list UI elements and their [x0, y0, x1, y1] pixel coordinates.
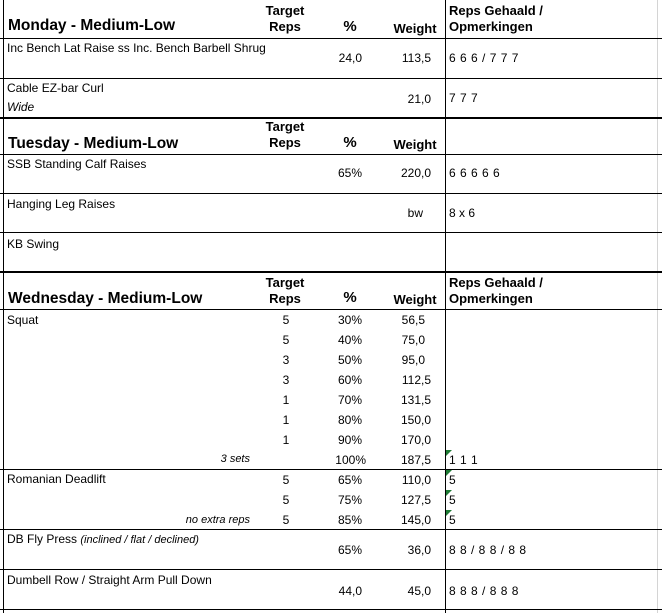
weight-header: Weight	[393, 137, 437, 152]
percent-value: 50%	[337, 353, 362, 367]
percent-value: 30%	[337, 313, 362, 327]
percent-value: 65%	[337, 166, 362, 180]
row-border	[0, 38, 662, 39]
column-border-left	[3, 0, 4, 613]
target-reps-value: 5	[282, 473, 290, 487]
reps-done-value: 7 7 7	[449, 91, 479, 105]
target-reps-value: 1	[282, 433, 290, 447]
monday-title: Monday - Medium-Low	[8, 17, 176, 34]
target-reps-header: Target Reps	[265, 275, 305, 306]
exercise-note: Wide	[7, 100, 35, 114]
exercise-note: (inclined / flat / declined)	[80, 534, 199, 546]
percent-value: 65%	[337, 473, 362, 487]
reps-done-value: 5	[449, 473, 456, 487]
percent-value: 80%	[337, 413, 362, 427]
target-reps-value: 5	[282, 513, 290, 527]
row-border	[0, 232, 662, 233]
percent-value: 65%	[337, 543, 362, 557]
exercise-name: Romanian Deadlift	[7, 472, 106, 486]
weight-value: 131,5	[400, 393, 431, 407]
percent-value: 90%	[337, 433, 362, 447]
percent-value: 100%	[335, 453, 366, 467]
tuesday-title: Tuesday - Medium-Low	[8, 135, 179, 152]
row-border	[0, 78, 662, 79]
weight-value: 110,0	[401, 473, 431, 487]
percent-value: 70%	[337, 393, 362, 407]
reps-done-value: 6 6 6 / 7 7 7	[449, 51, 519, 65]
column-border-right	[657, 0, 658, 613]
percent-value: 40%	[337, 333, 362, 347]
reps-done-value: 6 6 6 6 6	[449, 166, 501, 180]
target-reps-value: 3	[282, 373, 290, 387]
comment-indicator	[446, 470, 452, 476]
section-border	[0, 117, 662, 119]
weight-value: 170,0	[400, 433, 431, 447]
weight-header: Weight	[393, 292, 437, 307]
row-border	[0, 309, 662, 310]
weight-value: 112,5	[401, 373, 431, 387]
percent-value: 44,0	[338, 584, 362, 598]
percent-value: 75%	[337, 493, 362, 507]
target-reps-value: 1	[282, 393, 290, 407]
reps-done-value: 1 1 1	[449, 453, 479, 467]
target-reps-header: Target Reps	[265, 3, 305, 34]
exercise-name	[7, 532, 199, 546]
weight-value: 220,0	[400, 166, 431, 180]
weight-value: 127,5	[400, 493, 431, 507]
weight-value: 187,5	[400, 453, 431, 467]
reps-done-header: Reps Gehaald / Opmerkingen	[449, 275, 543, 306]
row-border	[0, 529, 662, 530]
exercise-name: Squat	[7, 313, 39, 327]
weight-value: 36,0	[407, 543, 431, 557]
reps-done-value: 8 8 8 / 8 8 8	[449, 584, 519, 598]
target-reps-value: 5	[282, 333, 290, 347]
weight-value: 113,5	[401, 51, 431, 65]
percent-header: %	[343, 289, 357, 306]
row-border	[0, 193, 662, 194]
row-border	[0, 154, 662, 155]
weight-value: 21,0	[407, 92, 431, 106]
reps-done-header: Reps Gehaald / Opmerkingen	[449, 3, 543, 34]
target-reps-value: 1	[282, 413, 290, 427]
weight-value: bw	[407, 206, 423, 220]
weight-value: 45,0	[407, 584, 431, 598]
set-note: 3 sets	[220, 453, 250, 465]
row-border	[0, 569, 662, 570]
comment-indicator	[446, 450, 452, 456]
column-border-notes	[445, 0, 446, 613]
weight-header: Weight	[393, 21, 437, 36]
wednesday-title: Wednesday - Medium-Low	[8, 290, 203, 307]
weight-value: 95,0	[401, 353, 425, 367]
exercise-name: Hanging Leg Raises	[7, 197, 116, 211]
weight-value: 150,0	[400, 413, 431, 427]
percent-value: 24,0	[338, 51, 362, 65]
exercise-name: SSB Standing Calf Raises	[7, 157, 147, 171]
target-reps-value: 5	[282, 313, 290, 327]
exercise-name: Dumbell Row / Straight Arm Pull Down	[7, 573, 212, 587]
section-border	[0, 271, 662, 273]
weight-value: 75,0	[401, 333, 425, 347]
target-reps-value: 3	[282, 353, 290, 367]
reps-done-value: 5	[449, 513, 456, 527]
reps-done-value: 8 8 / 8 8 / 8 8	[449, 543, 527, 557]
set-note: no extra reps	[185, 514, 250, 526]
reps-done-value: 5	[449, 493, 456, 507]
exercise-title: DB Fly Press	[7, 532, 78, 546]
exercise-name: Inc Bench Lat Raise ss Inc. Bench Barbell Shrug	[7, 41, 266, 55]
percent-value: 85%	[337, 513, 362, 527]
weight-value: 145,0	[400, 513, 431, 527]
exercise-name: KB Swing	[7, 237, 60, 251]
reps-done-value: 8 x 6	[449, 206, 476, 220]
target-reps-value: 5	[282, 493, 290, 507]
comment-indicator	[446, 490, 452, 496]
percent-header: %	[343, 134, 357, 151]
exercise-name: Cable EZ-bar Curl	[7, 81, 104, 95]
row-border	[0, 609, 662, 610]
comment-indicator	[446, 510, 452, 516]
weight-value: 56,5	[401, 313, 425, 327]
target-reps-header: Target Reps	[265, 119, 305, 150]
percent-value: 60%	[337, 373, 362, 387]
percent-header: %	[343, 18, 357, 35]
row-border	[0, 469, 662, 470]
